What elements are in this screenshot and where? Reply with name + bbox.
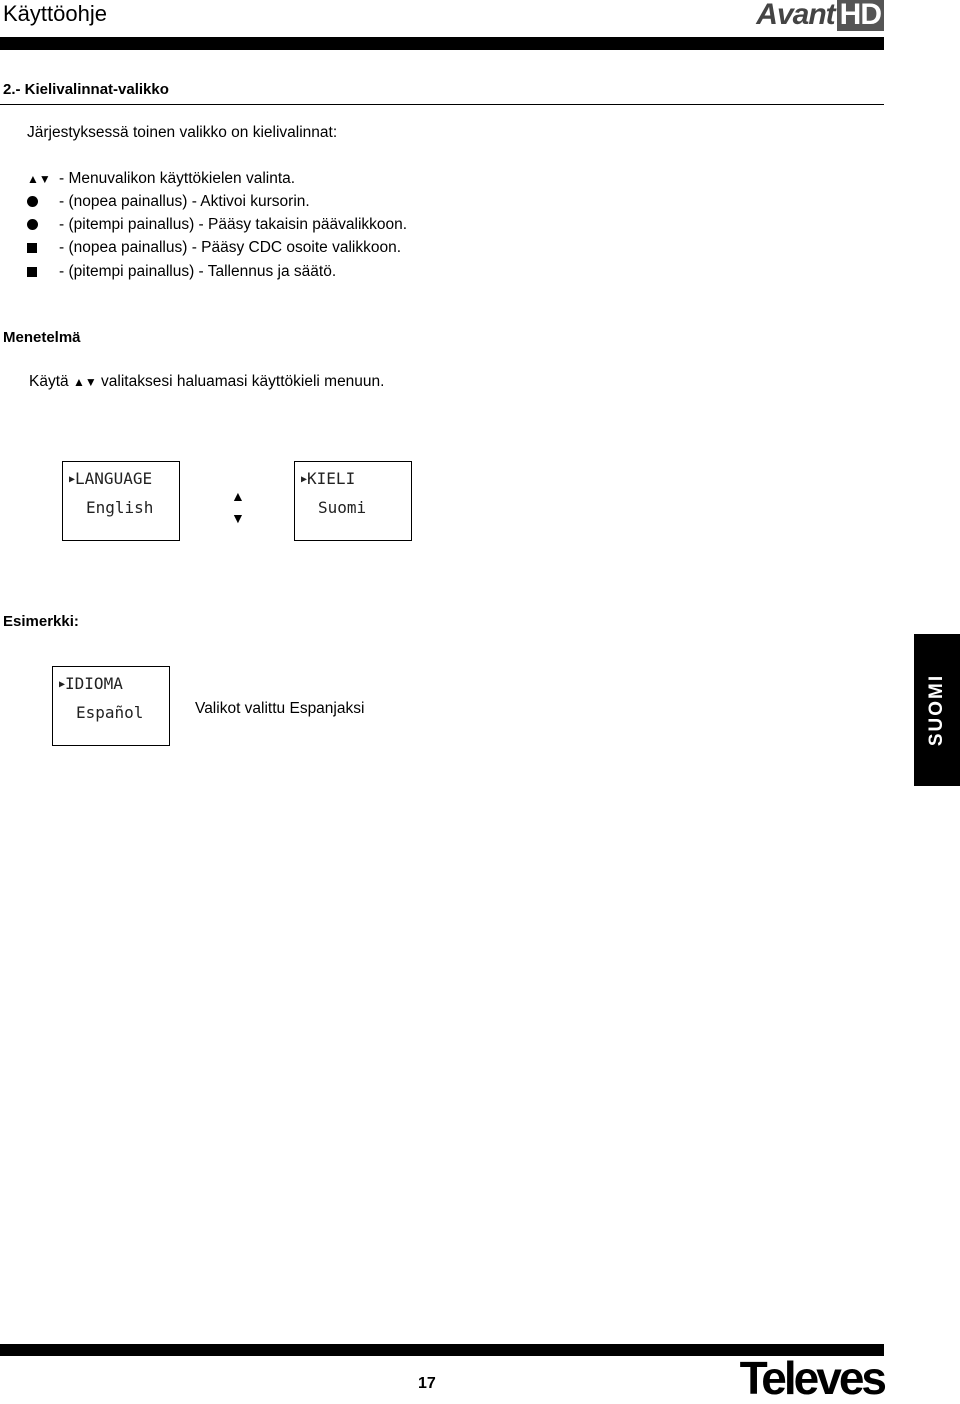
key-row-dot-short [27, 191, 310, 213]
up-down-arrows-icon: ▲ ▼ [231, 488, 245, 526]
square-button-icon [27, 243, 37, 253]
example-caption: Valikot valittu Espanjaksi [195, 700, 365, 717]
key-row-text: - (pitempi painallus) - Pääsy takaisin päävalikkoon. [59, 216, 408, 233]
method-text: Käytä ▲▼ valitaksesi haluamasi käyttökieli menuun. [29, 373, 385, 390]
televes-logo: Televes [739, 1352, 884, 1404]
method-title: Menetelmä [3, 329, 81, 346]
example-title: Esimerkki: [3, 613, 79, 630]
key-row-text: - Menuvalikon käyttökielen valinta. [59, 170, 296, 187]
key-row-square-short [27, 237, 401, 259]
brand-hd: HD [837, 0, 884, 31]
section-divider [0, 104, 884, 105]
lcd-display-idioma: ▶IDIOMA Español [52, 666, 170, 746]
page-header-title: Käyttöohje [3, 1, 107, 26]
brand-logo [756, 0, 884, 32]
page-number: 17 [418, 1375, 436, 1392]
cursor-triangle-icon: ▶ [59, 679, 66, 690]
header-bar [0, 37, 884, 50]
brand-name: Avant [756, 0, 835, 31]
lcd-display-kieli: ▶KIELI Suomi [294, 461, 412, 541]
up-down-arrows-icon: ▲▼ [27, 172, 51, 186]
dot-button-icon [27, 196, 38, 207]
dot-button-icon [27, 219, 38, 230]
up-down-arrows-icon: ▲▼ [72, 375, 97, 389]
language-side-tab [914, 634, 960, 786]
key-row-arrows [27, 168, 295, 190]
square-button-icon [27, 267, 37, 277]
key-row-text: - (pitempi painallus) - Tallennus ja säätö. [59, 263, 337, 280]
key-row-text: - (nopea painallus) - Aktivoi kursorin. [59, 193, 310, 210]
side-tab-label: SUOMI [926, 673, 947, 747]
intro-text: Järjestyksessä toinen valikko on kielivalinnat: [27, 124, 338, 141]
key-row-dot-long [27, 214, 407, 236]
cursor-triangle-icon: ▶ [69, 474, 76, 485]
section-title: 2.- Kielivalinnat-valikko [3, 81, 169, 98]
key-row-square-long [27, 261, 336, 283]
key-row-text: - (nopea painallus) - Pääsy CDC osoite valikkoon. [59, 239, 402, 256]
lcd-display-language: ▶LANGUAGE English [62, 461, 180, 541]
cursor-triangle-icon: ▶ [301, 474, 308, 485]
